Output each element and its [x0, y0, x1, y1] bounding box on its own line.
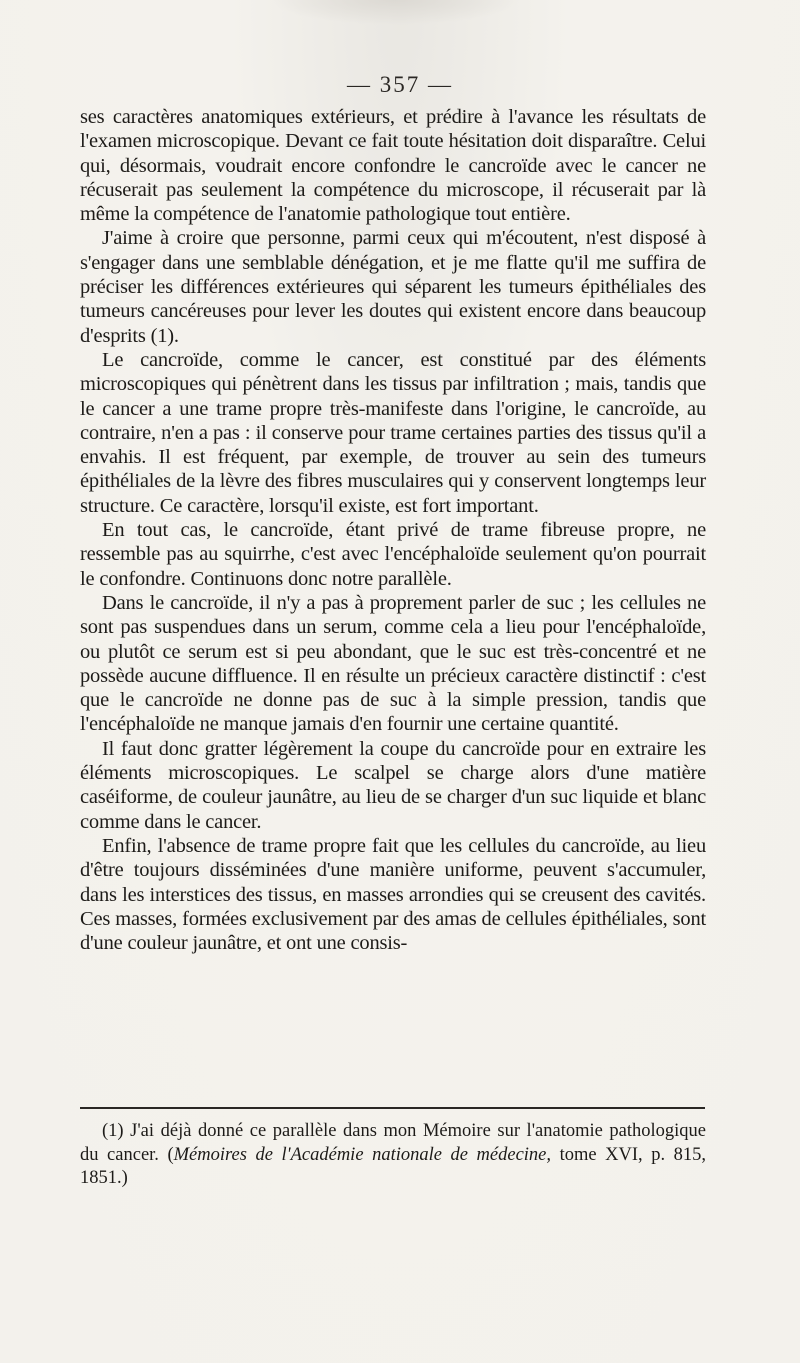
page-number: — 357 — [347, 72, 453, 97]
paragraph-4: En tout cas, le cancroïde, étant privé de trame fibreuse propre, ne ressemble pas au squirrhe, c'est avec l'encéphaloïde seulement qu'on pourrait le confondre. Continuons donc notre parallèle. [80, 519, 706, 590]
paragraph-6: Il faut donc gratter légèrement la coupe du cancroïde pour en extraire les éléments microscopiques. Le scalpel se charge alors d'une matière caséiforme, de couleur jaunâtre, au lieu de se charger d'un suc liquide et blanc comme dans le cancer. [80, 737, 706, 833]
footnote-text [80, 1120, 706, 1191]
footnote-text-end: tome XVI, p. 815, 1851.) [80, 1144, 706, 1188]
paragraph-2: J'aime à croire que personne, parmi ceux qui m'écoutent, n'est disposé à s'engager dans une semblable dénégation, et je me flatte qu'il me suffira de préciser les différences extérieures qui séparent les tumeurs épithéliales des tumeurs cancéreuses pour lever les doutes qui existent encore dans beaucoup d'esprits (1). [80, 227, 706, 347]
paragraph-5: Dans le cancroïde, il n'y a pas à proprement parler de suc ; les cellules ne sont pas suspendues dans un serum, comme cela a lieu pour l'encéphaloïde, ou plutôt ce serum est si peu abondant, que le suc est très-concentré et ne possède aucune diffluence. Il en résulte un précieux caractère distinctif : c'est que le cancroïde ne donne pas de suc à la simple pression, tandis que l'encéphaloïde ne manque jamais d'en fournir une certaine quantité. [80, 591, 706, 736]
footnote-citation: Mémoires de l'Académie nationale de médecine, [173, 1144, 552, 1165]
footnote [80, 1120, 706, 1191]
footnote-rule [80, 1107, 705, 1109]
paper-stain [270, 0, 520, 25]
paragraph-3: Le cancroïde, comme le cancer, est constitué par des éléments microscopiques qui pénètrent dans les tissus par infiltration ; mais, tandis que le cancer a une trame propre très-manifeste dans l'origine, le cancroïde, au contraire, n'en a pas : il conserve pour trame certaines parties des tissus qu'il a envahis. Il est fréquent, par exemple, de trouver au sein des tumeurs épithéliales de la lèvre des fibres musculaires qui y conservent longtemps leur structure. Ce caractère, lorsqu'il existe, est fort important. [80, 348, 706, 517]
footnote-text-start: (1) J'ai déjà donné ce parallèle dans mon Mémoire sur l'anatomie pathologique du cancer. ( [80, 1121, 706, 1165]
paragraph-1: ses caractères anatomiques extérieurs, et prédire à l'avance les résultats de l'examen microscopique. Devant ce fait toute hésitation doit disparaître. Celui qui, désormais, voudrait encore confondre le cancroïde avec le cancer ne récuserait pas seulement la compétence du microscope, il récuserait par là même la compétence de l'anatomie pathologique tout entière. [80, 106, 706, 226]
main-text [80, 105, 706, 955]
paragraph-7: Enfin, l'absence de trame propre fait que les cellules du cancroïde, au lieu d'être toujours disséminées d'une manière uniforme, peuvent s'accumuler, dans les interstices des tissus, en masses arrondies qui se creusent des cavités. Ces masses, formées exclusivement par des amas de cellules épithéliales, sont d'une couleur jaunâtre, et ont une consis- [80, 834, 706, 955]
